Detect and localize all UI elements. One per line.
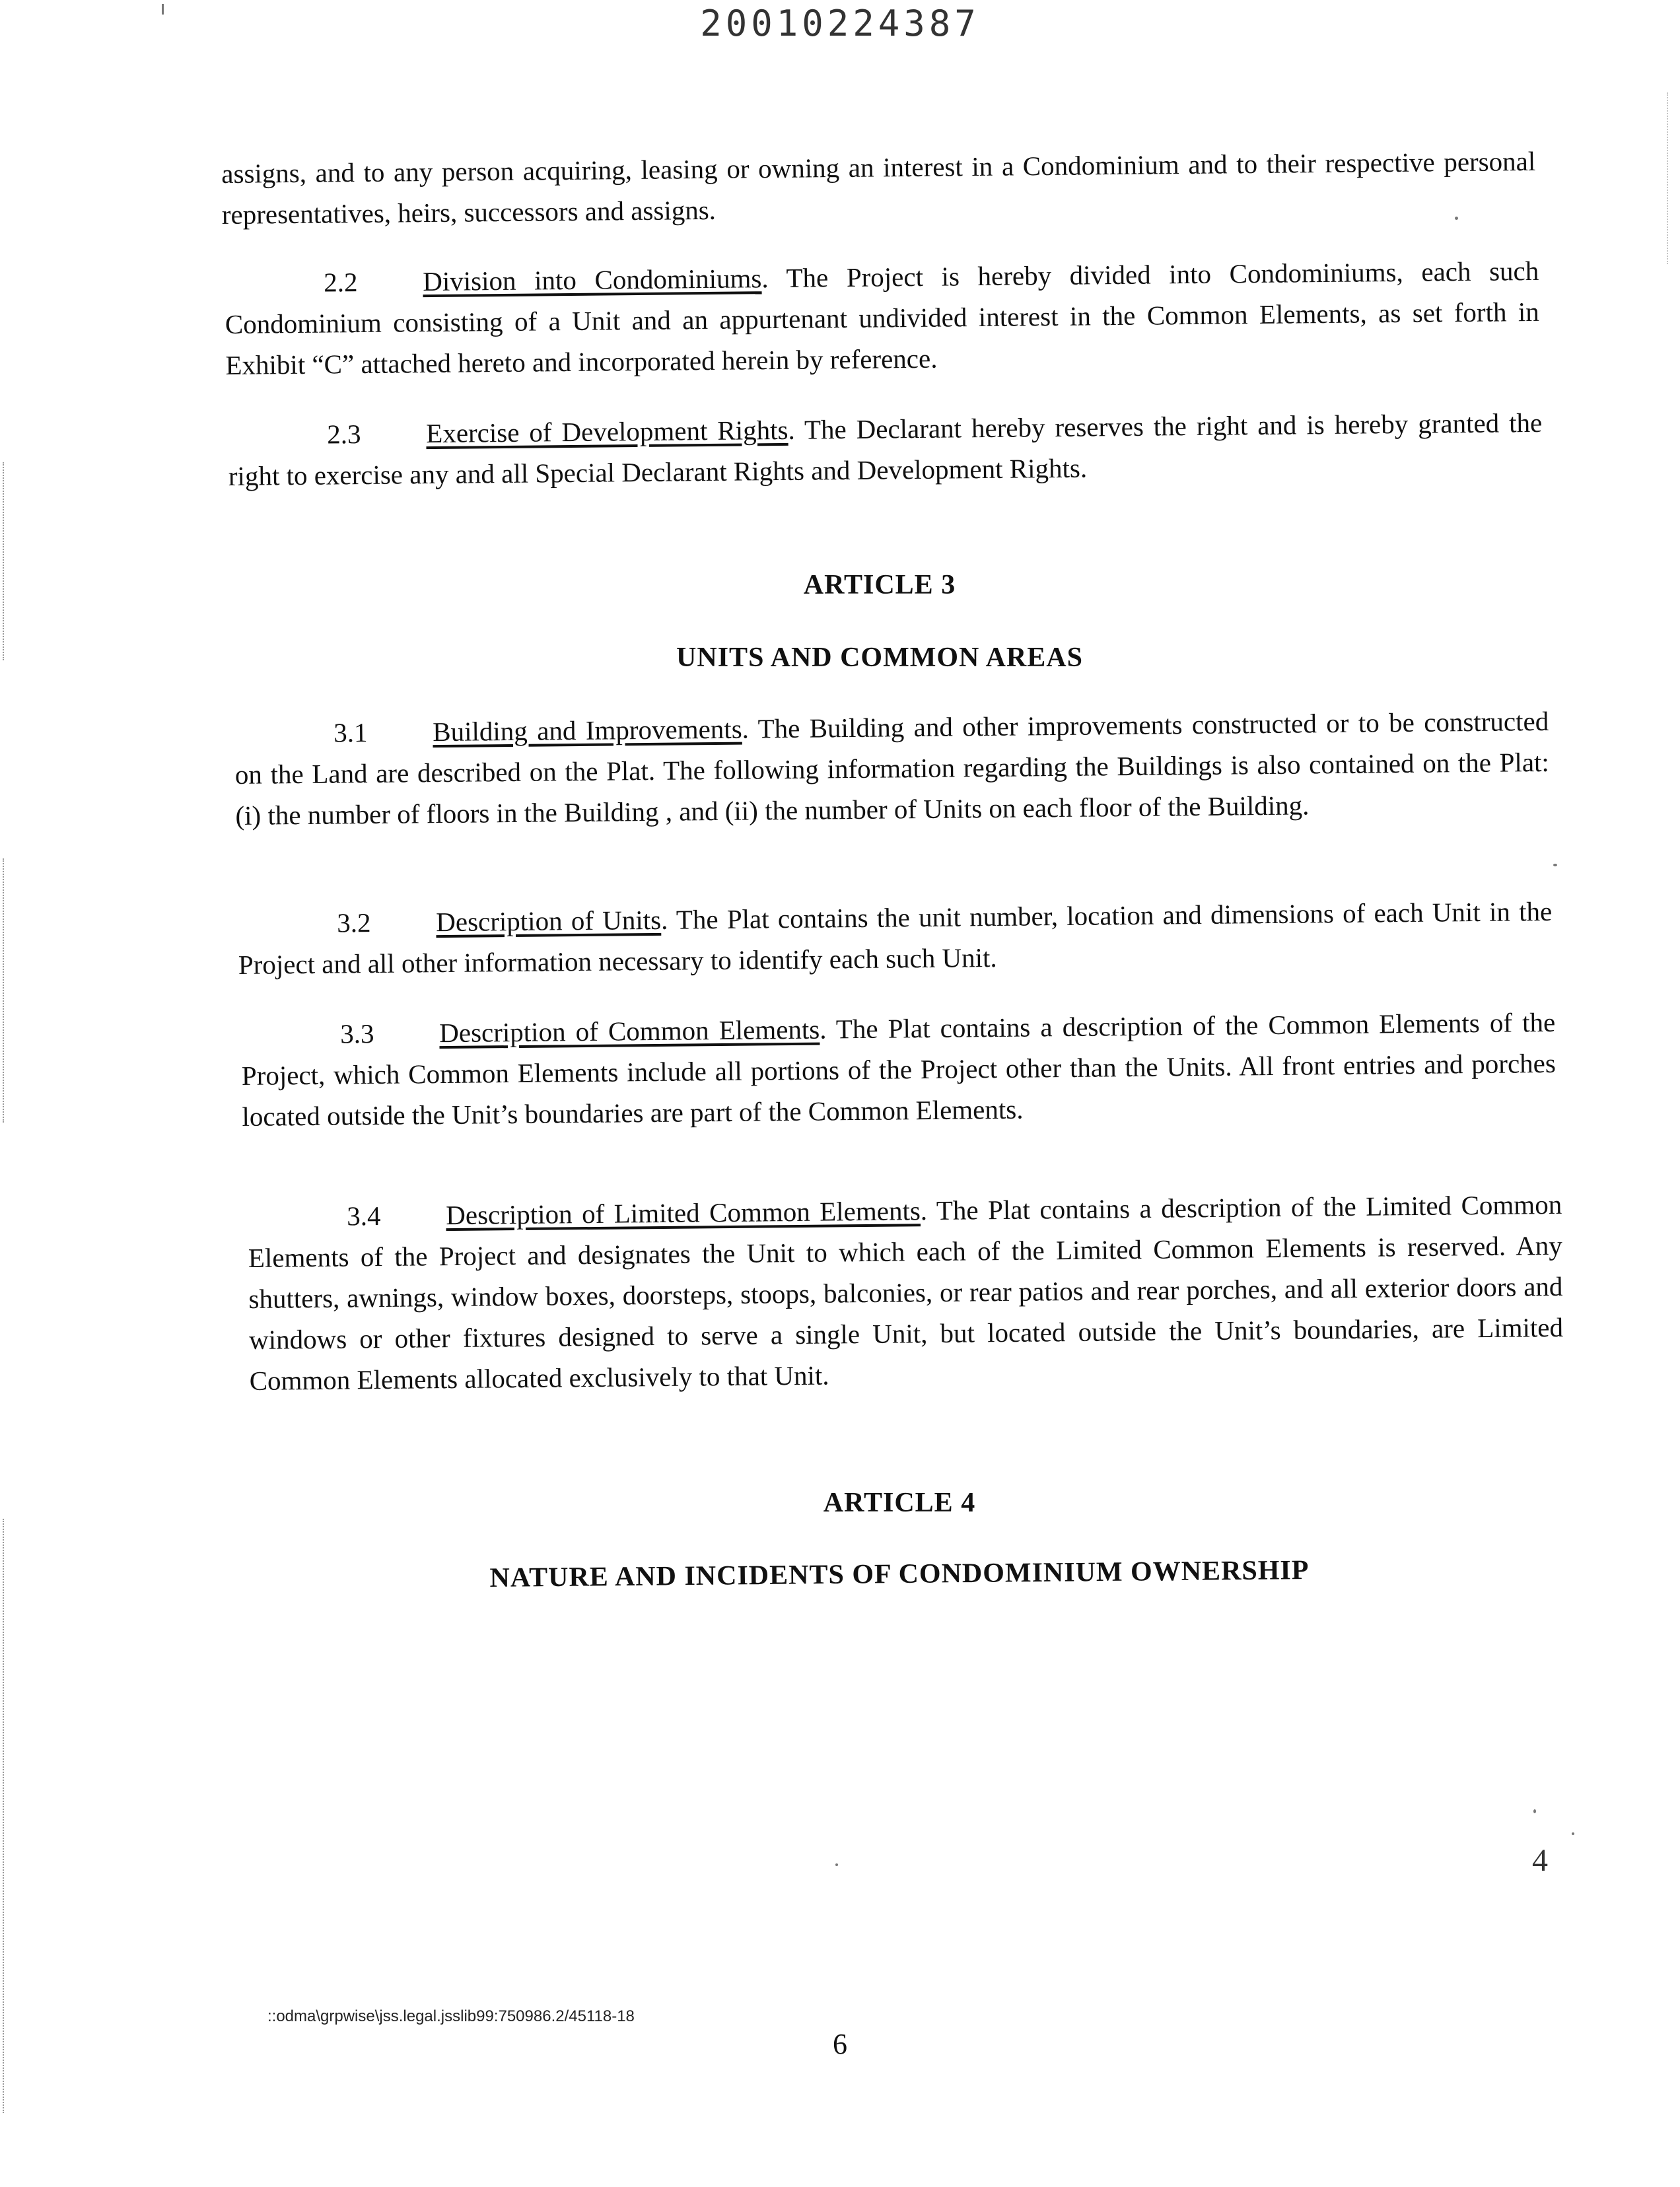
section-text: The Project is hereby divided into Condominiums, each such Condominium consisting of a Unit and an appurtenant undivided interest in the Common Elements, as set forth in Exhibit “C” attached hereto and incorporated herein by reference.: [225, 255, 1540, 380]
article-4-heading: ARTICLE 4: [823, 1488, 976, 1518]
scan-speck: [1455, 217, 1458, 220]
recording-number: 20010224387: [700, 3, 980, 44]
section-2-2: 2.2 Division into Condominiums. The Project is hereby divided into Condominiums, each such Condominium consisting of a Unit and an appurtenant undivided interest in the Common Elements, as set forth in Exhibit “C” attached hereto and incorporated herein by reference.: [225, 255, 1540, 380]
section-3-4: 3.4 Description of Limited Common Elements. The Plat contains a description of the Limited Common Elements of the Project and designates the Unit to which each of the Limited Common Elements is reserved. Any shutters, awnings, window boxes, doorsteps, stoops, balconies, or rear patios and rear porches, and all exterior doors and windows or other fixtures designed to serve a single Unit, but located outside the Unit’s boundaries, are Limited Common Elements allocated exclusively to that Unit.: [248, 1189, 1564, 1396]
section-number: 2.3: [327, 419, 361, 450]
section-title: Description of Limited Common Elements: [446, 1195, 921, 1231]
section-title: Building and Improvements: [433, 713, 742, 747]
section-number: 3.2: [337, 907, 371, 938]
scan-speck: [1572, 1832, 1574, 1835]
scan-edge-noise: [3, 462, 13, 660]
paragraph-intro-text: assigns, and to any person acquiring, leasing or owning an interest in a Condominium and to their respective personal representatives, heirs, successors and assigns.: [221, 145, 1536, 230]
section-text: The Declarant hereby reserves the right and is hereby granted the right to exercise any and all Special Declarant Rights and Development Rights.: [228, 407, 1543, 491]
section-number: 3.3: [340, 1018, 374, 1049]
section-title: Description of Units: [436, 904, 662, 938]
section-3-2: 3.2 Description of Units. The Plat contains the unit number, location and dimensions of each Unit in the Project and all other information necessary to identify each such Unit.: [238, 895, 1553, 980]
section-text: The Plat contains a description of the Common Elements of the Project, which Common Elements include all portions of the Project other than the Units. All front entries and porches located outside the Unit’s boundaries are part of the Common Elements.: [241, 1006, 1557, 1132]
file-path-footer: ::odma\grpwise\jss.legal.jsslib99:750986.2/45118-18: [267, 2007, 635, 2025]
scan-edge-noise: [1660, 92, 1668, 264]
section-title: Division into Condominiums: [423, 263, 762, 297]
article-4-subheading: NATURE AND INCIDENTS OF CONDOMINIUM OWNERSHIP: [489, 1555, 1310, 1593]
section-number: 3.4: [347, 1200, 381, 1232]
section-number: 2.2: [324, 267, 358, 298]
page-number: 6: [833, 2028, 847, 2060]
margin-handwritten-mark: 4: [1532, 1843, 1548, 1878]
scan-speck: [162, 4, 164, 15]
scan-edge-noise: [3, 1519, 13, 2113]
scan-speck: [1553, 864, 1557, 866]
section-2-3: 2.3 Exercise of Development Rights. The Declarant hereby reserves the right and is hereby granted the right to exercise any and all Special Declarant Rights and Development Rights.: [228, 407, 1543, 491]
section-text: The Plat contains the unit number, location and dimensions of each Unit in the Project and all other information necessary to identify each such Unit.: [238, 895, 1553, 980]
section-title: Exercise of Development Rights: [426, 414, 788, 449]
section-title: Description of Common Elements: [439, 1014, 820, 1049]
section-3-1: 3.1 Building and Improvements. The Building and other improvements constructed or to be constructed on the Land are described on the Plat. The following information regarding the Buildings is also contained on the Plat: (i) the number of floors in the Building , and (ii) the number of Units on each floor of the Building.: [234, 705, 1550, 831]
scan-speck: [1533, 1809, 1536, 1813]
section-number: 3.1: [333, 717, 368, 748]
section-text: The Building and other improvements constructed or to be constructed on the Land are described on the Plat. The following information regarding the Buildings is also contained on the Plat: (i) the number of floors in the Building , and (ii) the number of Units on each floor of the Building.: [234, 705, 1550, 831]
article-3-subheading: UNITS AND COMMON AREAS: [676, 642, 1083, 673]
article-3-heading: ARTICLE 3: [803, 570, 956, 600]
paragraph-intro: [221, 141, 1536, 235]
section-text: The Plat contains a description of the Limited Common Elements of the Project and designates the Unit to which each of the Limited Common Elements is reserved. Any shutters, awnings, window boxes, doorsteps, stoops, balconies, or rear patios and rear porches, and all exterior doors and windows or other fixtures designed to serve a single Unit, but located outside the Unit’s boundaries, are Limited Common Elements allocated exclusively to that Unit.: [248, 1189, 1564, 1396]
section-3-3: 3.3 Description of Common Elements. The Plat contains a description of the Common Elements of the Project, which Common Elements include all portions of the Project other than the Units. All front entries and porches located outside the Unit’s boundaries are part of the Common Elements.: [241, 1006, 1557, 1132]
scan-edge-noise: [3, 858, 13, 1123]
scan-speck: [835, 1863, 838, 1866]
